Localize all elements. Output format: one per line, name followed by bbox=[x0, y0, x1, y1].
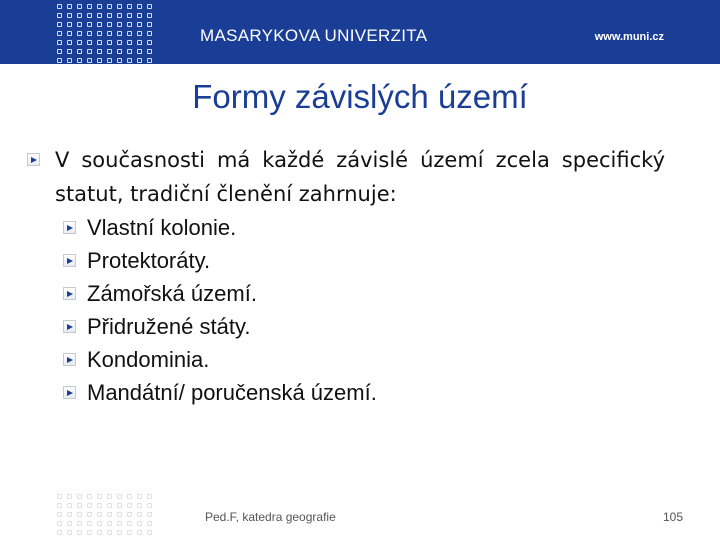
grid-dot bbox=[97, 49, 102, 54]
grid-dot bbox=[57, 40, 62, 45]
grid-dot bbox=[77, 512, 82, 517]
grid-dot bbox=[67, 22, 72, 27]
grid-dot bbox=[147, 31, 152, 36]
grid-dot bbox=[127, 13, 132, 18]
grid-dot bbox=[127, 58, 132, 63]
grid-dot bbox=[147, 512, 152, 517]
page-number: 105 bbox=[662, 510, 683, 524]
grid-dot bbox=[147, 22, 152, 27]
grid-dot bbox=[87, 494, 92, 499]
grid-dot bbox=[147, 530, 152, 535]
grid-dot bbox=[137, 49, 142, 54]
grid-dot bbox=[107, 4, 112, 9]
grid-dot bbox=[57, 49, 62, 54]
grid-dot bbox=[87, 49, 92, 54]
grid-dot bbox=[107, 512, 112, 517]
grid-dot bbox=[137, 521, 142, 526]
grid-dot bbox=[147, 40, 152, 45]
grid-dot bbox=[137, 503, 142, 508]
grid-dot bbox=[137, 494, 142, 499]
grid-dot bbox=[117, 521, 122, 526]
grid-dot bbox=[147, 4, 152, 9]
list-item bbox=[87, 277, 665, 310]
list-item-text: Protektoráty. bbox=[87, 248, 211, 273]
grid-dot bbox=[107, 521, 112, 526]
grid-dot bbox=[137, 31, 142, 36]
grid-dot bbox=[67, 4, 72, 9]
decorative-dot-grid bbox=[57, 4, 157, 67]
list-item-text: Kondominia. bbox=[87, 347, 210, 372]
grid-dot bbox=[117, 58, 122, 63]
grid-dot bbox=[127, 530, 132, 535]
arrow-bullet-icon bbox=[63, 287, 76, 300]
grid-dot bbox=[87, 31, 92, 36]
grid-dot bbox=[67, 13, 72, 18]
grid-dot bbox=[107, 494, 112, 499]
grid-dot bbox=[57, 521, 62, 526]
slide-body bbox=[55, 143, 665, 409]
grid-dot bbox=[57, 530, 62, 535]
grid-dot bbox=[117, 530, 122, 535]
grid-dot bbox=[67, 503, 72, 508]
grid-dot bbox=[87, 58, 92, 63]
grid-dot bbox=[97, 58, 102, 63]
grid-dot bbox=[137, 512, 142, 517]
list-item bbox=[87, 376, 665, 409]
grid-dot bbox=[127, 49, 132, 54]
grid-dot bbox=[97, 13, 102, 18]
list-item-text: Přidružené státy. bbox=[87, 314, 251, 339]
intro-text: V současnosti má každé závislé území zcela specifický statut, tradiční členění zahrnuje: bbox=[55, 148, 665, 206]
list-item-text: Mandátní/ poručenská území. bbox=[87, 380, 377, 405]
grid-dot bbox=[117, 512, 122, 517]
grid-dot bbox=[137, 22, 142, 27]
list-item-text: Vlastní kolonie. bbox=[87, 215, 237, 240]
grid-dot bbox=[67, 521, 72, 526]
grid-dot bbox=[67, 512, 72, 517]
grid-dot bbox=[107, 22, 112, 27]
grid-dot bbox=[137, 13, 142, 18]
grid-dot bbox=[57, 4, 62, 9]
grid-dot bbox=[127, 4, 132, 9]
grid-dot bbox=[97, 22, 102, 27]
grid-dot bbox=[97, 512, 102, 517]
grid-dot bbox=[67, 494, 72, 499]
grid-dot bbox=[77, 4, 82, 9]
grid-dot bbox=[77, 494, 82, 499]
grid-dot bbox=[137, 4, 142, 9]
grid-dot bbox=[107, 31, 112, 36]
arrow-bullet-icon bbox=[63, 353, 76, 366]
grid-dot bbox=[117, 31, 122, 36]
grid-dot bbox=[147, 503, 152, 508]
grid-dot bbox=[77, 503, 82, 508]
list-item bbox=[87, 310, 665, 343]
grid-dot bbox=[97, 530, 102, 535]
grid-dot bbox=[57, 13, 62, 18]
list-item bbox=[87, 211, 665, 244]
grid-dot bbox=[137, 58, 142, 63]
grid-dot bbox=[97, 40, 102, 45]
grid-dot bbox=[147, 13, 152, 18]
grid-dot bbox=[57, 512, 62, 517]
grid-dot bbox=[117, 4, 122, 9]
grid-dot bbox=[67, 40, 72, 45]
grid-dot bbox=[127, 22, 132, 27]
grid-dot bbox=[127, 31, 132, 36]
grid-dot bbox=[57, 503, 62, 508]
grid-dot bbox=[117, 13, 122, 18]
grid-dot bbox=[57, 494, 62, 499]
grid-dot bbox=[87, 13, 92, 18]
university-name: MASARYKOVA UNIVERZITA bbox=[200, 26, 428, 45]
grid-dot bbox=[107, 58, 112, 63]
grid-dot bbox=[97, 521, 102, 526]
grid-dot bbox=[57, 31, 62, 36]
grid-dot bbox=[127, 512, 132, 517]
bullet-level-1 bbox=[55, 143, 665, 211]
grid-dot bbox=[107, 503, 112, 508]
grid-dot bbox=[77, 31, 82, 36]
grid-dot bbox=[127, 521, 132, 526]
grid-dot bbox=[107, 49, 112, 54]
grid-dot bbox=[77, 49, 82, 54]
slide-title: Formy závislých území bbox=[192, 78, 528, 115]
grid-dot bbox=[87, 4, 92, 9]
grid-dot bbox=[117, 494, 122, 499]
grid-dot bbox=[97, 4, 102, 9]
grid-dot bbox=[127, 494, 132, 499]
grid-dot bbox=[117, 22, 122, 27]
grid-dot bbox=[147, 521, 152, 526]
grid-dot bbox=[77, 22, 82, 27]
grid-dot bbox=[87, 512, 92, 517]
grid-dot bbox=[137, 530, 142, 535]
grid-dot bbox=[127, 503, 132, 508]
header-bar bbox=[0, 0, 720, 64]
list-item-text: Zámořská území. bbox=[87, 281, 257, 306]
arrow-bullet-icon bbox=[63, 386, 76, 399]
grid-dot bbox=[87, 40, 92, 45]
grid-dot bbox=[147, 49, 152, 54]
grid-dot bbox=[107, 40, 112, 45]
grid-dot bbox=[77, 521, 82, 526]
arrow-bullet-icon bbox=[63, 254, 76, 267]
grid-dot bbox=[117, 503, 122, 508]
grid-dot bbox=[67, 58, 72, 63]
university-website: www.muni.cz bbox=[594, 31, 664, 43]
grid-dot bbox=[77, 530, 82, 535]
grid-dot bbox=[87, 521, 92, 526]
list-item bbox=[87, 244, 665, 277]
decorative-dot-grid bbox=[57, 494, 157, 539]
grid-dot bbox=[127, 40, 132, 45]
grid-dot bbox=[87, 503, 92, 508]
grid-dot bbox=[67, 530, 72, 535]
list-item bbox=[87, 343, 665, 376]
grid-dot bbox=[77, 13, 82, 18]
grid-dot bbox=[87, 530, 92, 535]
grid-dot bbox=[107, 13, 112, 18]
grid-dot bbox=[97, 503, 102, 508]
footer-text: Ped.F, katedra geografie bbox=[205, 510, 336, 524]
grid-dot bbox=[67, 49, 72, 54]
grid-dot bbox=[97, 494, 102, 499]
grid-dot bbox=[117, 40, 122, 45]
arrow-bullet-icon bbox=[63, 221, 76, 234]
grid-dot bbox=[137, 40, 142, 45]
grid-dot bbox=[57, 58, 62, 63]
grid-dot bbox=[77, 40, 82, 45]
grid-dot bbox=[67, 31, 72, 36]
grid-dot bbox=[87, 22, 92, 27]
arrow-bullet-icon bbox=[27, 153, 40, 166]
grid-dot bbox=[107, 530, 112, 535]
grid-dot bbox=[57, 22, 62, 27]
grid-dot bbox=[117, 49, 122, 54]
arrow-bullet-icon bbox=[63, 320, 76, 333]
grid-dot bbox=[147, 58, 152, 63]
grid-dot bbox=[77, 58, 82, 63]
grid-dot bbox=[97, 31, 102, 36]
grid-dot bbox=[147, 494, 152, 499]
